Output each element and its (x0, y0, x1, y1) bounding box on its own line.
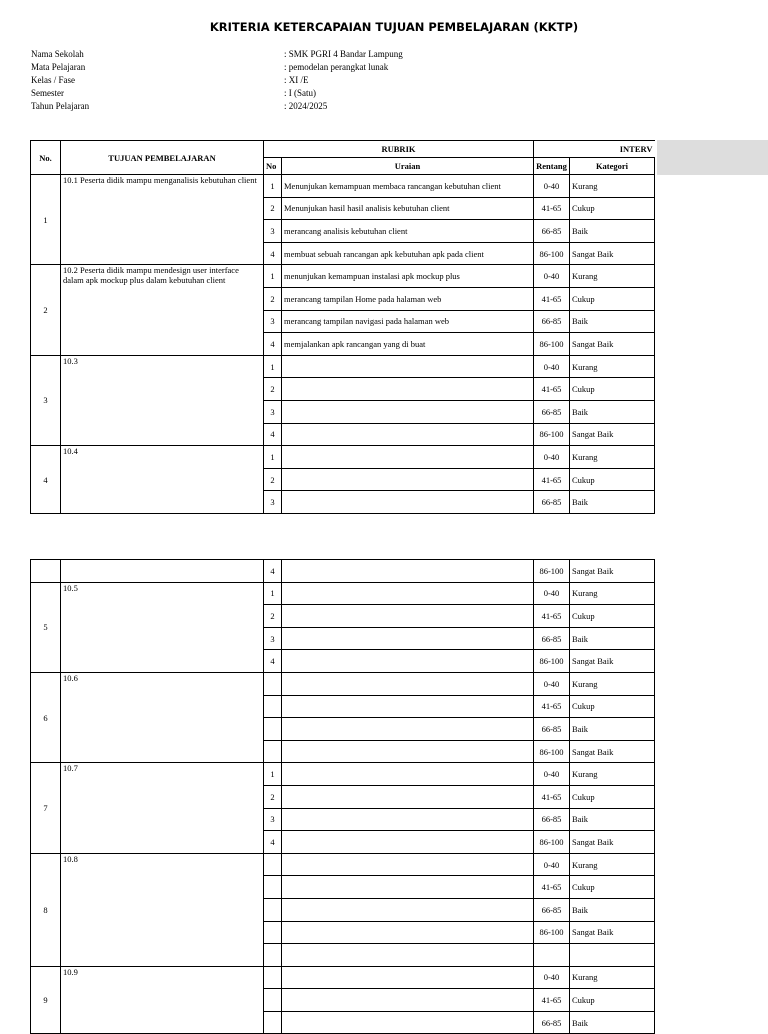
header-uraian: Uraian (282, 158, 534, 175)
goal-description: 10.4 (61, 446, 264, 514)
rubric-index: 4 (264, 333, 282, 356)
info-label: Mata Pelajaran (31, 62, 86, 72)
rubric-index: 2 (264, 287, 282, 310)
table-row (31, 265, 655, 288)
goal-description: 10.2 Peserta didik mampu mendesign user interface dalam apk mockup plus dalam kebutuhan client (61, 265, 264, 355)
rubric-description (282, 944, 534, 967)
score-category: Baik (570, 400, 655, 423)
rubric-description (282, 853, 534, 876)
info-label: Semester (31, 88, 64, 98)
goal-number: 6 (31, 672, 61, 762)
rubric-index (264, 944, 282, 967)
header-tujuan: TUJUAN PEMBELAJARAN (61, 141, 264, 175)
rubric-description: menunjukan kemampuan instalasi apk mockup plus (282, 265, 534, 288)
rubric-index: 2 (264, 378, 282, 401)
table-row (31, 560, 655, 583)
table-row (31, 853, 655, 876)
score-range: 0-40 (534, 446, 570, 469)
goal-description: 10.3 (61, 355, 264, 445)
score-range: 86-100 (534, 921, 570, 944)
table-row (31, 672, 655, 695)
goal-description: 10.7 (61, 763, 264, 853)
table-row (31, 582, 655, 605)
header-interval: INTERV (534, 141, 655, 158)
score-category: Cukup (570, 378, 655, 401)
goal-description: 10.9 (61, 966, 264, 1034)
score-range: 0-40 (534, 582, 570, 605)
rubric-description (282, 966, 534, 989)
header-no: No. (31, 141, 61, 175)
score-category: Kurang (570, 265, 655, 288)
goal-number: 1 (31, 175, 61, 265)
score-category: Baik (570, 310, 655, 333)
score-category: Baik (570, 491, 655, 514)
rubric-description (282, 650, 534, 673)
rubric-index: 4 (264, 242, 282, 265)
score-category: Sangat Baik (570, 921, 655, 944)
score-range: 66-85 (534, 627, 570, 650)
score-range: 66-85 (534, 310, 570, 333)
header-rentang: Rentang (534, 158, 570, 175)
rubric-description (282, 423, 534, 446)
score-category: Kurang (570, 355, 655, 378)
score-category: Baik (570, 898, 655, 921)
rubric-index: 1 (264, 175, 282, 198)
goal-number: 8 (31, 853, 61, 966)
score-range: 86-100 (534, 242, 570, 265)
info-label: Nama Sekolah (31, 49, 84, 59)
score-category: Cukup (570, 695, 655, 718)
score-category: Sangat Baik (570, 242, 655, 265)
info-label: Kelas / Fase (31, 75, 75, 85)
score-category: Sangat Baik (570, 650, 655, 673)
rubric-description (282, 446, 534, 469)
score-range: 0-40 (534, 853, 570, 876)
rubric-description (282, 989, 534, 1012)
rubric-index (264, 989, 282, 1012)
score-range: 41-65 (534, 876, 570, 899)
header-rubrik: RUBRIK (264, 141, 534, 158)
header-shade (657, 140, 768, 175)
score-category: Sangat Baik (570, 333, 655, 356)
rubric-description (282, 808, 534, 831)
rubric-index (264, 1011, 282, 1034)
score-range: 66-85 (534, 220, 570, 243)
score-category: Baik (570, 220, 655, 243)
rubric-description (282, 560, 534, 583)
rubric-index: 2 (264, 785, 282, 808)
rubric-description (282, 785, 534, 808)
goal-number (31, 560, 61, 583)
score-range: 41-65 (534, 989, 570, 1012)
rubric-description: merancang tampilan Home pada halaman web (282, 287, 534, 310)
score-range: 86-100 (534, 650, 570, 673)
rubric-description: Menunjukan hasil hasil analisis kebutuhan client (282, 197, 534, 220)
score-range: 66-85 (534, 400, 570, 423)
goal-description: 10.1 Peserta didik mampu menganalisis kebutuhan client (61, 175, 264, 265)
kktp-table-page-2 (30, 559, 655, 1034)
score-category: Cukup (570, 605, 655, 628)
score-category: Sangat Baik (570, 560, 655, 583)
score-category: Cukup (570, 785, 655, 808)
table-row (31, 355, 655, 378)
rubric-index: 1 (264, 446, 282, 469)
score-range: 0-40 (534, 966, 570, 989)
score-range: 66-85 (534, 718, 570, 741)
score-range: 0-40 (534, 175, 570, 198)
rubric-index: 3 (264, 491, 282, 514)
goal-description (61, 560, 264, 583)
info-value: : XI /E (284, 75, 309, 85)
rubric-index (264, 876, 282, 899)
rubric-index (264, 695, 282, 718)
table-row (31, 175, 655, 198)
score-category: Sangat Baik (570, 831, 655, 854)
rubric-index (264, 898, 282, 921)
score-range: 41-65 (534, 605, 570, 628)
score-range: 41-65 (534, 378, 570, 401)
score-category: Kurang (570, 446, 655, 469)
goal-number: 4 (31, 446, 61, 514)
score-category: Kurang (570, 763, 655, 786)
score-range: 0-40 (534, 672, 570, 695)
goal-number: 5 (31, 582, 61, 672)
goal-number: 3 (31, 355, 61, 445)
rubric-index: 4 (264, 831, 282, 854)
score-range: 86-100 (534, 740, 570, 763)
rubric-description (282, 468, 534, 491)
info-value: : I (Satu) (284, 88, 316, 98)
score-range: 66-85 (534, 898, 570, 921)
score-range: 66-85 (534, 491, 570, 514)
score-range: 41-65 (534, 197, 570, 220)
rubric-index: 3 (264, 400, 282, 423)
rubric-description (282, 898, 534, 921)
rubric-description (282, 831, 534, 854)
rubric-index: 3 (264, 310, 282, 333)
score-category: Cukup (570, 876, 655, 899)
rubric-index: 1 (264, 582, 282, 605)
score-category: Baik (570, 718, 655, 741)
score-range (534, 944, 570, 967)
score-range: 41-65 (534, 468, 570, 491)
table-row (31, 966, 655, 989)
rubric-index (264, 740, 282, 763)
score-range: 66-85 (534, 808, 570, 831)
rubric-description (282, 627, 534, 650)
score-range: 0-40 (534, 763, 570, 786)
rubric-description (282, 400, 534, 423)
score-category: Sangat Baik (570, 423, 655, 446)
score-category: Kurang (570, 672, 655, 695)
goal-description: 10.6 (61, 672, 264, 762)
rubric-index: 4 (264, 650, 282, 673)
rubric-description (282, 718, 534, 741)
document-title: KRITERIA KETERCAPAIAN TUJUAN PEMBELAJARAN (KKTP) (209, 20, 579, 34)
rubric-description (282, 491, 534, 514)
rubric-description: Menunjukan kemampuan membaca rancangan kebutuhan client (282, 175, 534, 198)
kktp-table-page-1 (30, 140, 655, 514)
score-range: 41-65 (534, 287, 570, 310)
info-label: Tahun Pelajaran (31, 101, 90, 111)
score-category: Kurang (570, 966, 655, 989)
score-category: Cukup (570, 468, 655, 491)
info-value: : 2024/2025 (284, 101, 328, 111)
rubric-description (282, 672, 534, 695)
rubric-index (264, 672, 282, 695)
rubric-description (282, 605, 534, 628)
rubric-description (282, 921, 534, 944)
rubric-index (264, 921, 282, 944)
goal-number: 7 (31, 763, 61, 853)
rubric-index: 1 (264, 763, 282, 786)
score-range: 86-100 (534, 423, 570, 446)
goal-number: 2 (31, 265, 61, 355)
score-category: Baik (570, 808, 655, 831)
rubric-index: 2 (264, 197, 282, 220)
table-row (31, 446, 655, 469)
score-category: Baik (570, 627, 655, 650)
rubric-description (282, 582, 534, 605)
rubric-index (264, 853, 282, 876)
info-value: : SMK PGRI 4 Bandar Lampung (284, 49, 403, 59)
rubric-index (264, 966, 282, 989)
rubric-index: 3 (264, 220, 282, 243)
rubric-index: 4 (264, 560, 282, 583)
score-range: 41-65 (534, 695, 570, 718)
rubric-index: 1 (264, 355, 282, 378)
score-category: Kurang (570, 853, 655, 876)
score-range: 86-100 (534, 333, 570, 356)
rubric-description (282, 1011, 534, 1034)
rubric-index: 1 (264, 265, 282, 288)
rubric-index: 3 (264, 808, 282, 831)
rubric-description (282, 740, 534, 763)
score-range: 66-85 (534, 1011, 570, 1034)
score-category: Cukup (570, 287, 655, 310)
header-kategori: Kategori (570, 158, 655, 175)
score-range: 86-100 (534, 560, 570, 583)
rubric-index: 2 (264, 468, 282, 491)
score-category: Cukup (570, 989, 655, 1012)
rubric-index: 4 (264, 423, 282, 446)
rubric-description (282, 378, 534, 401)
rubric-index (264, 718, 282, 741)
rubric-description (282, 763, 534, 786)
rubric-description: membuat sebuah rancangan apk kebutuhan apk pada client (282, 242, 534, 265)
rubric-description (282, 355, 534, 378)
goal-description: 10.8 (61, 853, 264, 966)
score-category: Cukup (570, 197, 655, 220)
score-category: Sangat Baik (570, 740, 655, 763)
rubric-description (282, 876, 534, 899)
score-category (570, 944, 655, 967)
score-range: 0-40 (534, 265, 570, 288)
header-sub-no: No (264, 158, 282, 175)
score-category: Baik (570, 1011, 655, 1034)
rubric-description: memjalankan apk rancangan yang di buat (282, 333, 534, 356)
table-row (31, 763, 655, 786)
score-category: Kurang (570, 582, 655, 605)
score-range: 86-100 (534, 831, 570, 854)
score-range: 41-65 (534, 785, 570, 808)
rubric-index: 3 (264, 627, 282, 650)
score-range: 0-40 (534, 355, 570, 378)
rubric-description (282, 695, 534, 718)
rubric-description: merancang analisis kebutuhan client (282, 220, 534, 243)
rubric-index: 2 (264, 605, 282, 628)
goal-number: 9 (31, 966, 61, 1034)
goal-description: 10.5 (61, 582, 264, 672)
info-value: : pemodelan perangkat lunak (284, 62, 389, 72)
score-category: Kurang (570, 175, 655, 198)
rubric-description: merancang tampilan navigasi pada halaman web (282, 310, 534, 333)
